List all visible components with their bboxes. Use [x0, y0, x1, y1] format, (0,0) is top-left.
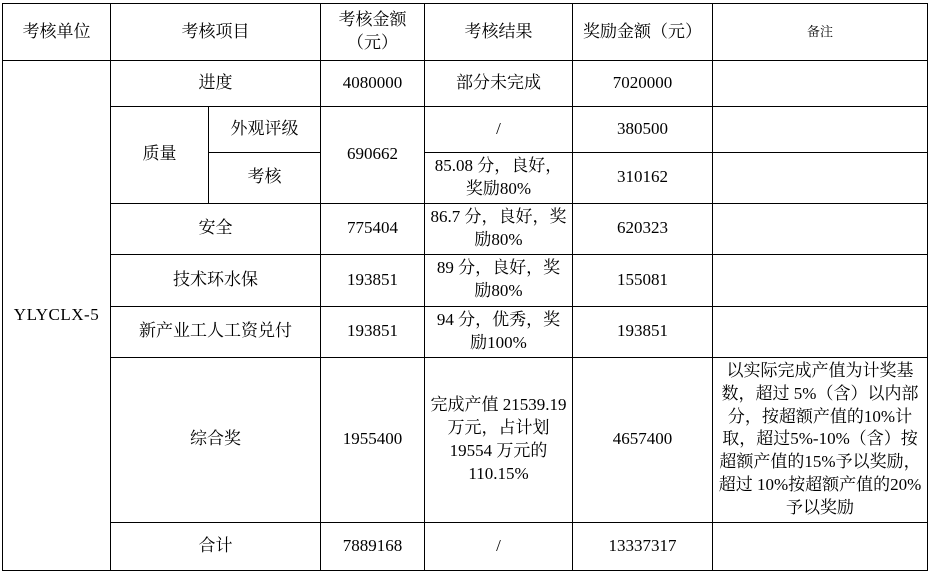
cell-amount-tech-env: 193851 — [321, 254, 425, 306]
cell-amount-safety: 775404 — [321, 203, 425, 254]
cell-subitem-appearance: 外观评级 — [209, 107, 321, 153]
assessment-table — [2, 3, 928, 571]
header-result: 考核结果 — [425, 4, 573, 61]
cell-remark-safety — [713, 203, 928, 254]
cell-amount-total: 7889168 — [321, 523, 425, 571]
table-row — [3, 107, 928, 153]
cell-item-progress: 进度 — [111, 61, 321, 107]
cell-reward-total: 13337317 — [573, 523, 713, 571]
cell-reward-assessment: 310162 — [573, 153, 713, 204]
cell-unit-name: YLYCLX-5 — [3, 61, 111, 571]
cell-reward-comprehensive: 4657400 — [573, 357, 713, 523]
header-amount: 考核金额（元） — [321, 4, 425, 61]
cell-amount-worker-wage: 193851 — [321, 306, 425, 357]
header-remark: 备注 — [713, 4, 928, 61]
cell-remark-total — [713, 523, 928, 571]
cell-item-tech-env: 技术环水保 — [111, 254, 321, 306]
assessment-sheet — [0, 3, 929, 556]
table-row — [3, 254, 928, 306]
cell-reward-appearance: 380500 — [573, 107, 713, 153]
header-reward: 奖励金额（元） — [573, 4, 713, 61]
cell-amount-quality: 690662 — [321, 107, 425, 204]
cell-item-safety: 安全 — [111, 203, 321, 254]
cell-remark-tech-env — [713, 254, 928, 306]
header-unit: 考核单位 — [3, 4, 111, 61]
cell-item-total: 合计 — [111, 523, 321, 571]
cell-remark-comprehensive: 以实际完成产值为计奖基数，超过 5%（含）以内部分，按超额产值的10%计取，超过5%-10%（含）按超额产值的15%予以奖励，超过 10%按超额产值的20%予以奖励 — [713, 357, 928, 523]
cell-result-safety: 86.7 分，良好，奖励80% — [425, 203, 573, 254]
table-row — [3, 523, 928, 571]
cell-item-quality: 质量 — [111, 107, 209, 204]
cell-remark-assessment — [713, 153, 928, 204]
cell-reward-worker-wage: 193851 — [573, 306, 713, 357]
table-row — [3, 203, 928, 254]
table-row — [3, 306, 928, 357]
cell-result-assessment: 85.08 分，良好，奖励80% — [425, 153, 573, 204]
cell-reward-progress: 7020000 — [573, 61, 713, 107]
cell-subitem-assessment: 考核 — [209, 153, 321, 204]
header-item: 考核项目 — [111, 4, 321, 61]
cell-reward-safety: 620323 — [573, 203, 713, 254]
cell-reward-tech-env: 155081 — [573, 254, 713, 306]
table-row — [3, 357, 928, 523]
cell-result-worker-wage: 94 分，优秀，奖励100% — [425, 306, 573, 357]
cell-result-comprehensive: 完成产值 21539.19 万元，占计划 19554 万元的110.15% — [425, 357, 573, 523]
table-row — [3, 61, 928, 107]
cell-result-appearance: / — [425, 107, 573, 153]
cell-remark-worker-wage — [713, 306, 928, 357]
cell-item-worker-wage: 新产业工人工资兑付 — [111, 306, 321, 357]
cell-result-total: / — [425, 523, 573, 571]
cell-amount-progress: 4080000 — [321, 61, 425, 107]
cell-remark-appearance — [713, 107, 928, 153]
table-header-row — [3, 4, 928, 61]
cell-result-tech-env: 89 分，良好，奖励80% — [425, 254, 573, 306]
cell-result-progress: 部分未完成 — [425, 61, 573, 107]
cell-item-comprehensive: 综合奖 — [111, 357, 321, 523]
cell-amount-comprehensive: 1955400 — [321, 357, 425, 523]
cell-remark-progress — [713, 61, 928, 107]
